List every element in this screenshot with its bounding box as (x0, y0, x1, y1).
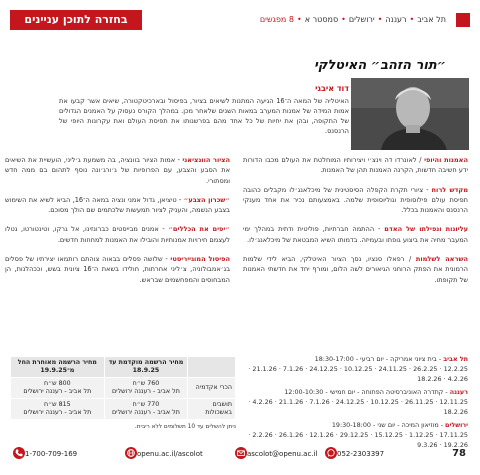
price-cell (11, 378, 105, 399)
footer-whatsapp[interactable] (322, 446, 384, 462)
breadcrumb-city-jerusalem: ירושלים (348, 15, 375, 24)
breadcrumb-semester: סמסטר א (304, 15, 339, 24)
footer (0, 444, 480, 464)
breadcrumb: תל אביב•רעננה•ירושלים•סמסטר א•8 מפגשים (259, 15, 446, 24)
page-title: ״תור הזהב״ האיטלקי (314, 58, 446, 73)
table-row (11, 378, 236, 399)
paragraph-heading: הציור הוונציאני (182, 156, 230, 164)
lecturer-name: דוד איבגי (315, 84, 349, 93)
price-row-label: תושבים באשכולות (188, 399, 236, 420)
price-value: 800 ש״ח (43, 380, 71, 387)
schedule-details: - מוזיאון המיכה - יום שני - 19:30-18:00 (331, 421, 446, 429)
price-value: 760 ש״ח (132, 380, 160, 387)
paragraph (5, 224, 230, 245)
footer-website[interactable] (122, 446, 203, 462)
price-cell (104, 378, 188, 399)
phone-icon (13, 447, 25, 459)
paragraph-body: - ההתמה חברתיות, פוליטית ודתית במהלך ימי המעבר מחיה את ביצוע גופתו ובעמיזה. בדמותו השיא המבטאת של מיכלאנג׳לו. (243, 225, 468, 244)
content-column-right (243, 155, 468, 294)
web-icon (125, 447, 137, 459)
paragraph (243, 155, 468, 176)
footer-phone-text: 1-700-709-169 (25, 450, 78, 458)
price-location: תל אביב - רעננה ירושלים (23, 388, 92, 395)
price-location: תל אביב - רעננה ירושלים (23, 409, 92, 416)
paragraph-body: / רפאלו סנציו, נסך הציור האיטלקי, הביא לידי שלמות הרמונית את הפתק הרוחני הגיאורים לשה הלום, ומורף יחד את חדשתי האמנות של תקופתו. (243, 255, 468, 284)
back-to-contents-button[interactable]: בחזרה לתוכן עניינים (10, 10, 142, 30)
lecturer-portrait-image (351, 78, 469, 150)
paragraph-body: / לאונרדו דה וינצ׳י ויצירותיו המוחלטת את העולם מכבו הדורות ידע חשיבה חדשות, הקרנה האמנות תהן של האמנות. (243, 156, 468, 175)
price-table-header (188, 357, 236, 378)
content-column-left (5, 155, 230, 294)
paragraph (5, 254, 230, 285)
paragraph-body: - ציורי תקרת הקפלה הסיסטינית של מיכלאנג׳לו מקבלים כהובה תפיסת עולם פילוסופית וגוליוסופית שלמה. באמצעותם נכיר את אחד מענקי הרנסנס והאמנות בכלל. (243, 185, 468, 215)
footer-whatsapp-text: 052-2303397 (337, 450, 385, 458)
schedule-details: - קתדרה האוניברסיטה הפתוחה - יום חמישי - 12:00-10:30 (284, 388, 450, 396)
paragraph-body: - טיציאן, גדול אמני ונציה במאה ה־16, הביא לשיא את השימוש בצבע הנשמה, והעניק לציור תמעשות שלכתמים שם הולך מסוכם. (5, 195, 230, 215)
price-table-header-row (11, 357, 236, 378)
paragraph-body: - אמנים מבייסטים כברונזינו, אל גרקו, וטינטורטו, נטלו לעצמם חירויות אמנותיות והובילו את האמנות למחוזות חדשים. (5, 225, 230, 244)
paragraph (5, 195, 230, 216)
paragraph-heading: השראה לשלמות (415, 255, 468, 264)
paragraph-heading: הפיסול המוגייריסטי (170, 255, 231, 264)
lecturer-photo (351, 78, 469, 150)
top-bar (0, 10, 480, 30)
schedule-dates: 12.11.25 · 26.11.25 · 10.12.25 · 24.12.25 · 7.1.26 · 21.1.26 · 4.2.26 · 18.2.26 (248, 398, 468, 416)
paragraph-heading: האמנות והיופי (424, 156, 468, 164)
price-cell (11, 399, 105, 420)
footer-email[interactable] (232, 446, 317, 462)
paragraph (243, 254, 468, 285)
schedule-item (243, 387, 468, 417)
schedule-dates: 12.2.25 · 26.2.25 · 24.11.25 · 10.12.25 · 24.12.25 · 7.1.26 · 21.1.26 · 4.2.26 · 18.2.26 (248, 365, 468, 383)
price-location: תל אביב - רעננה ירושלים (112, 409, 180, 416)
footer-email-text: ascolot@openu.ac.il (247, 450, 318, 458)
paragraph-heading: ״שכרון הצבע״ (183, 195, 230, 204)
table-row (11, 399, 236, 420)
price-value: 815 ש״ח (43, 401, 71, 408)
page-number: 78 (452, 448, 466, 459)
price-value: 770 ש״ח (132, 401, 160, 408)
paragraph-heading: מקדש לרוח (431, 185, 468, 194)
schedule-details: - בית ציוני אמריקה - יום רביעי - 18:30-17:00 (314, 355, 444, 363)
schedule-dates: 17.11.25 · 1.12.25 · 15.12.25 · 29.12.25 · 12.1.26 · 26.1.26 · 2.2.26 · 19.2.26 · 9.3.26 (248, 431, 468, 449)
paragraph (5, 155, 230, 186)
footer-phone[interactable] (10, 446, 77, 462)
price-note: ניתן להשלים עד 10 תשלומים ללא ריבית. (134, 424, 236, 430)
price-table (10, 356, 236, 420)
price-row-label: הכרי אקדמיה (188, 378, 236, 399)
paragraph (243, 224, 468, 245)
price-table-header: מחיר הרשמה מאוחרת החל מ־19.9.25 (11, 357, 105, 378)
price-location: תל אביב - רעננה ירושלים (112, 388, 180, 395)
schedule-city: תל אביב (443, 355, 468, 363)
paragraph (243, 185, 468, 216)
breadcrumb-city-raanana: רעננה (385, 15, 407, 24)
section-marker (456, 13, 470, 27)
schedule-city: רעננה (449, 388, 468, 396)
breadcrumb-sessions: 8 מפגשים (259, 15, 295, 24)
schedule-item (243, 354, 468, 384)
mail-icon (235, 447, 247, 459)
schedule-city: ירושלים (445, 421, 468, 429)
schedule (243, 354, 468, 453)
breadcrumb-city-tlv: תל אביב (417, 15, 446, 24)
paragraph-body: - אמות הציור בוונציה, בה משמעת ג׳ליני, הועשיית את השיאים את הסבע והצבע, עם הפרופיות של ג׳ורג׳ונה נוסף לתהום בם ממה חדש ומסתורי. (5, 156, 230, 185)
price-cell (104, 399, 188, 420)
paragraph-heading: ״יפים את הכללים״ (168, 225, 230, 234)
lecturer-bio: האיטליה של המאה ה־16 הגיעה המתנות לשיאים בציור, בפיסול ובארכיטקטורה, שיאים אשר קבעו את אמות המידה של אמנות המערב במאות השנים שלאחר מכן. במהלך הקורס נעסוק על האמנים הגדולים של התקופה, ובהן את יחיות של כל אחד מהם בפרשנותו את תפיסת העולם ואת עקרונות היופי של הרנסנס. (59, 97, 349, 135)
paragraph-body: - שלושה פסלים בבאוה צוהתם רותמאו יצירתיו של פסלים בג׳אמבולוניה, צ׳ליני אחרתות, חולידו בשאת ה־16 ציונית בשש, וככהלנות, הן המבחוסים והמפחשמים שבראש. (5, 255, 231, 284)
paragraph-heading: עליונות ונפילתו של האדם (384, 225, 468, 234)
footer-website-text: openu.ac.il/ascolot (137, 450, 203, 458)
price-table-header: מחיר הרשמה מוקדמת עד 18.9.25 (104, 357, 188, 378)
whatsapp-icon (325, 447, 337, 459)
